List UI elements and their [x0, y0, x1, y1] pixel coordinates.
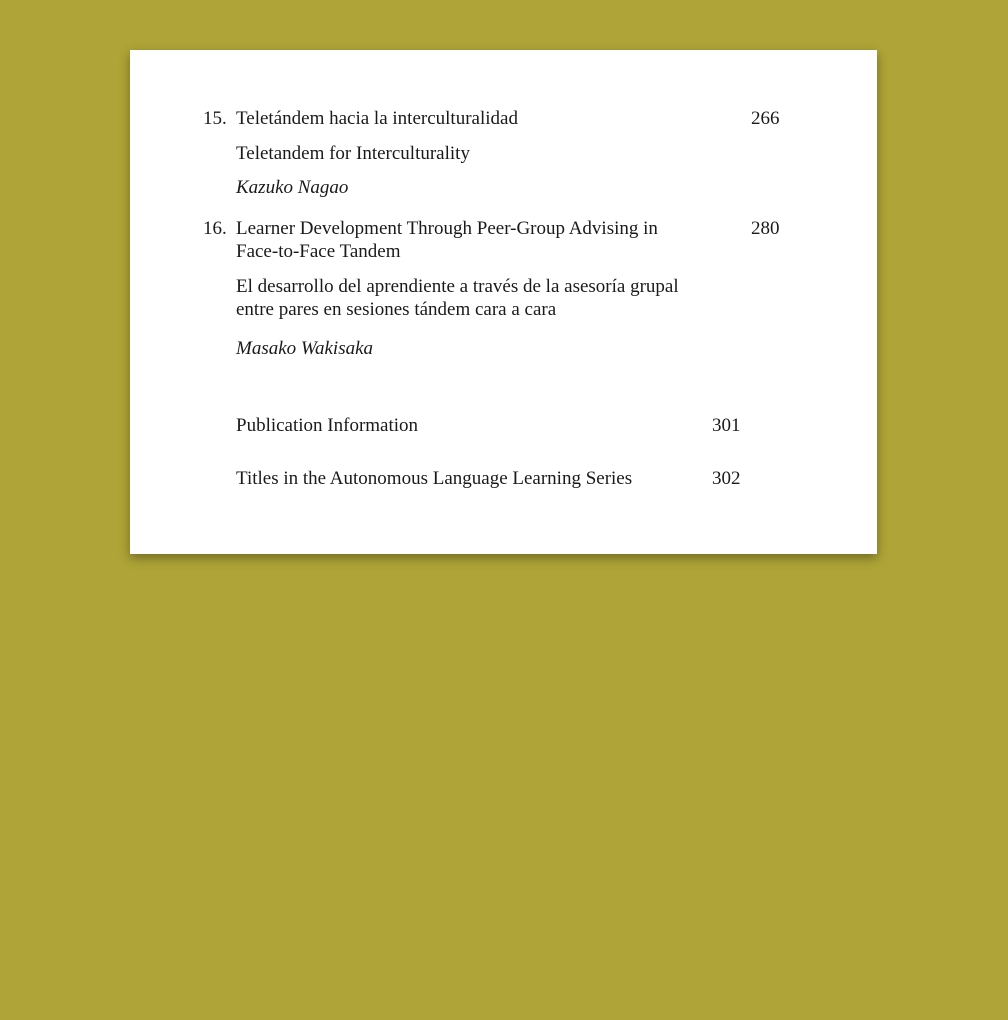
- entry-16-translation-line2: entre pares en sesiones tándem cara a cara: [236, 299, 557, 320]
- entry-16-page: 280: [751, 218, 780, 239]
- entry-16-title-line2: Face-to-Face Tandem: [236, 241, 401, 262]
- publication-information-page: 301: [712, 415, 741, 436]
- publication-information-title: Publication Information: [236, 415, 419, 436]
- series-titles-page: 302: [712, 468, 741, 489]
- entry-16-number: 16.: [203, 218, 227, 239]
- entry-15-number: 15.: [203, 108, 227, 129]
- series-titles-title: Titles in the Autonomous Language Learning Series: [236, 468, 633, 489]
- entry-16-author: Masako Wakisaka: [236, 338, 374, 359]
- document-page: [130, 50, 877, 554]
- entry-16-title-line1: Learner Development Through Peer-Group Advising in: [236, 218, 658, 239]
- entry-16-translation-line1: El desarrollo del aprendiente a través de la asesoría grupal: [236, 276, 679, 297]
- entry-15-page: 266: [751, 108, 780, 129]
- entry-15-title: Teletándem hacia la interculturalidad: [236, 108, 518, 129]
- entry-15-author: Kazuko Nagao: [236, 177, 349, 198]
- entry-15-translation: Teletandem for Interculturality: [236, 143, 470, 164]
